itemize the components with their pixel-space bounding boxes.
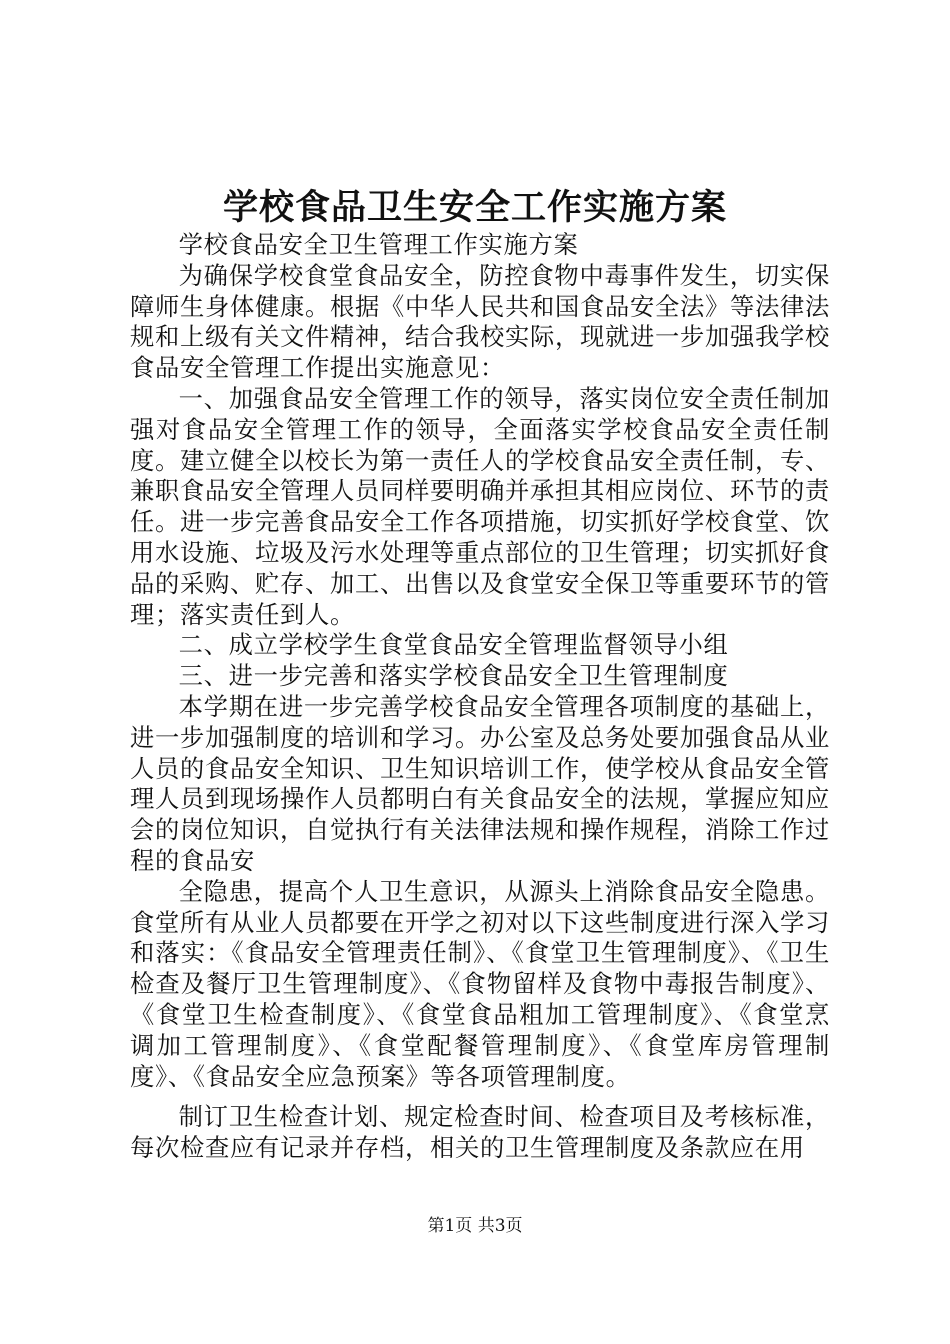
subtitle-paragraph: 学校食品安全卫生管理工作实施方案 bbox=[178, 230, 579, 259]
document-body bbox=[130, 230, 830, 1164]
semester-paragraph: 本学期在进一步完善学校食品安全管理各项制度的基础上，进一步加强制度的培训和学习。办公室及总务处要加强食品从业人员的食品安全知识、卫生知识培训工作，使学校从食品安全管理人员到现场操作人员都明白有关食品安全的法规，掌握应知应会的岗位知识，自觉执行有关法律法规和操作规程，消除工作过程的食品安 bbox=[130, 691, 830, 875]
section-two-heading: 二、成立学校学生食堂食品安全管理监督领导小组 bbox=[178, 630, 729, 660]
regulations-paragraph: 全隐患，提高个人卫生意识，从源头上消除食品安全隐患。食堂所有从业人员都要在开学之初对以下这些制度进行深入学习和落实：《食品安全管理责任制》、《食堂卫生管理制度》、《卫生检查及餐厅卫生管理制度》、《食物留样及食物中毒报告制度》、《食堂卫生检查制度》、《食堂食品粗加工管理制度》、《食堂烹调加工管理制度》、《食堂配餐管理制度》、《食堂库房管理制度》、《食品安全应急预案》等各项管理制度。 bbox=[130, 876, 830, 1091]
inspection-paragraph: 制订卫生检查计划、规定检查时间、检查项目及考核标准，每次检查应有记录并存档，相关的卫生管理制度及条款应在用 bbox=[130, 1102, 830, 1163]
section-one-paragraph: 一、加强食品安全管理工作的领导，落实岗位安全责任制加强对食品安全管理工作的领导，全面落实学校食品安全责任制度。建立健全以校长为第一责任人的学校食品安全责任制，专、兼职食品安全管理人员同样要明确并承担其相应岗位、环节的责任。进一步完善食品安全工作各项措施，切实抓好学校食堂、饮用水设施、垃圾及污水处理等重点部位的卫生管理；切实抓好食品的采购、贮存、加工、出售以及食堂安全保卫等重要环节的管理；落实责任到人。 bbox=[130, 383, 830, 629]
section-three-heading: 三、进一步完善和落实学校食品安全卫生管理制度 bbox=[178, 661, 729, 691]
intro-paragraph: 为确保学校食堂食品安全，防控食物中毒事件发生，切实保障师生身体健康。根据《中华人民共和国食品安全法》等法律法规和上级有关文件精神，结合我校实际，现就进一步加强我学校食品安全管理工作提出实施意见： bbox=[130, 260, 830, 383]
page-number-footer: 第1页 共3页 bbox=[427, 1216, 523, 1236]
document-title: 学校食品卫生安全工作实施方案 bbox=[222, 187, 727, 228]
